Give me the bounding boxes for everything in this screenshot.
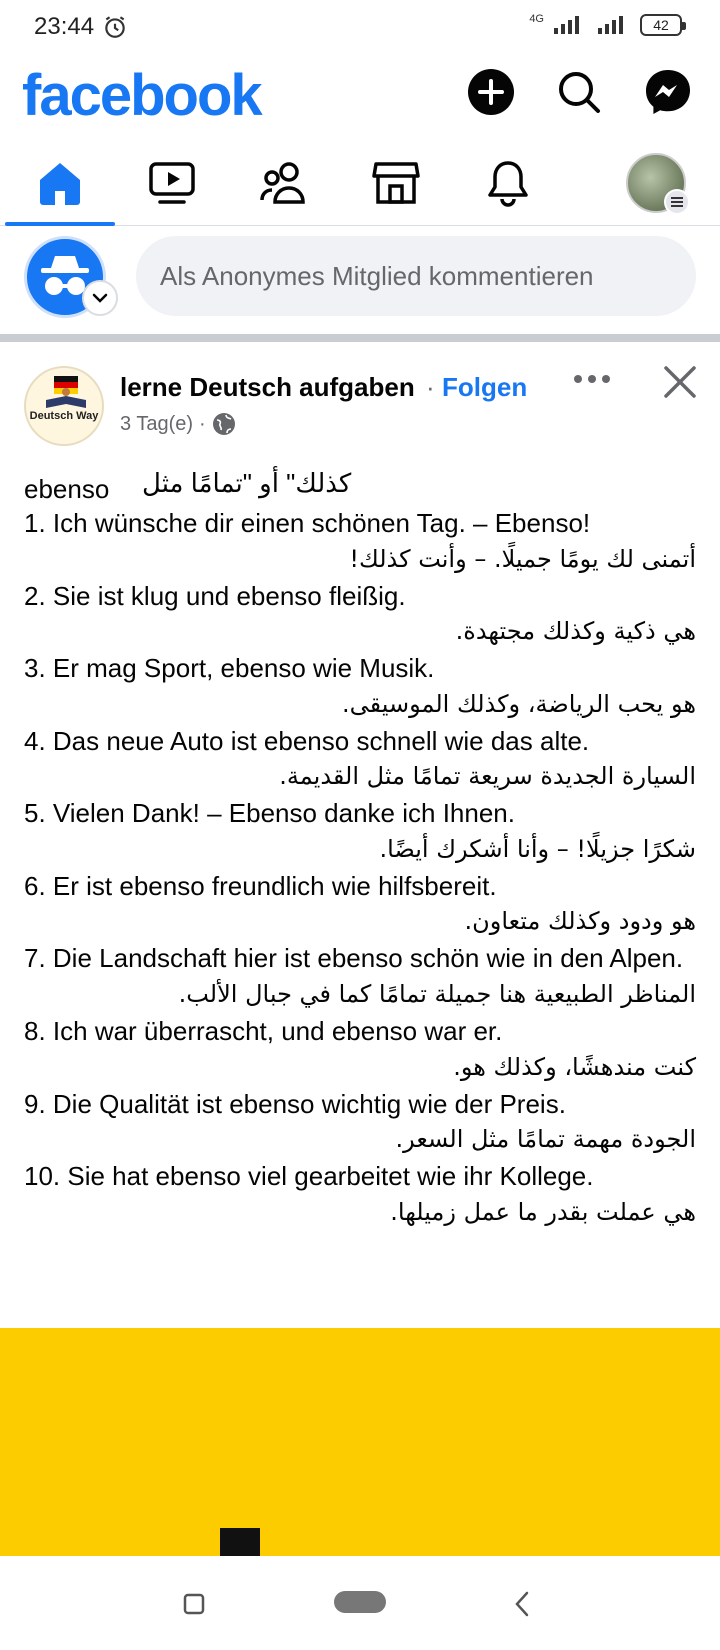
example-german: 5. Vielen Dank! – Ebenso danke ich Ihnen. — [24, 798, 515, 829]
tab-friends[interactable] — [229, 140, 339, 226]
example-german: 1. Ich wünsche dir einen schönen Tag. – Ebenso! — [24, 508, 591, 538]
comment-composer — [0, 228, 720, 332]
meta-separator: · — [199, 412, 206, 435]
recents-icon[interactable] — [182, 1592, 206, 1616]
signal-icon — [596, 14, 632, 36]
example-arabic: أتمنى لك يومًا جميلًا. – وأنت كذلك! — [349, 544, 696, 573]
tab-notifications[interactable] — [453, 140, 563, 226]
example-arabic: هو يحب الرياضة، وكذلك الموسيقى. — [341, 689, 696, 718]
example-german: 10. Sie hat ebenso viel gearbeitet wie ihr Kollege. — [24, 1161, 594, 1192]
notifications-icon — [485, 159, 531, 207]
example-arabic: هي ذكية وكذلك مجتهدة. — [455, 617, 696, 646]
tab-video[interactable] — [117, 140, 227, 226]
example-arabic: الجودة مهمة تمامًا مثل السعر. — [395, 1125, 696, 1154]
close-icon[interactable] — [660, 362, 700, 402]
intro-german: ebenso — [24, 474, 110, 504]
post-meta — [120, 412, 236, 436]
identity-switch-button[interactable] — [82, 280, 118, 316]
globe-icon — [212, 412, 236, 436]
example-german: 4. Das neue Auto ist ebenso schnell wie das alte. — [24, 725, 590, 756]
example-list — [24, 506, 696, 1230]
comment-input[interactable]: Als Anonymes Mitglied kommentieren — [136, 236, 696, 316]
home-pill-icon[interactable] — [334, 1590, 386, 1614]
example-arabic: المناظر الطبيعية هنا جميلة تمامًا كما في جبال الألب. — [178, 980, 696, 1009]
post-intro — [24, 466, 696, 506]
example-german: 7. Die Landschaft hier ist ebenso schön wie in den Alpen. — [24, 943, 684, 974]
system-nav-bar — [0, 1556, 720, 1650]
signal-icon — [552, 14, 588, 36]
main-nav-tabs — [0, 140, 720, 226]
example-arabic: هو ودود وكذلك متعاون. — [464, 907, 696, 936]
tab-marketplace[interactable] — [341, 140, 451, 226]
menu-icon — [664, 189, 690, 215]
book-logo-icon — [26, 370, 104, 414]
post-body — [24, 466, 696, 1232]
facebook-logo[interactable]: facebook — [22, 63, 261, 128]
post-header — [0, 350, 720, 450]
example-arabic: هي عملت بقدر ما عمل زميلها. — [390, 1197, 696, 1226]
follow-button[interactable]: Folgen — [442, 372, 528, 402]
alarm-icon — [102, 14, 128, 40]
example-arabic: شكرًا جزيلًا! – وأنا أشكرك أيضًا. — [379, 834, 696, 863]
create-plus-icon[interactable] — [467, 68, 515, 116]
example-german: 3. Er mag Sport, ebenso wie Musik. — [24, 653, 435, 684]
tab-home[interactable] — [5, 140, 115, 226]
example-german: 8. Ich war überrascht, und ebenso war er. — [24, 1016, 503, 1047]
friends-icon — [259, 160, 309, 206]
section-divider — [0, 334, 720, 342]
chevron-down-icon — [92, 293, 108, 303]
marketplace-icon — [372, 160, 420, 206]
image-glyph — [220, 1528, 260, 1556]
example-german: 2. Sie ist klug und ebenso fleißig. — [24, 580, 406, 611]
video-icon — [148, 160, 196, 206]
app-header — [0, 58, 720, 138]
page-avatar-text: Deutsch Way — [29, 410, 99, 422]
post-image[interactable] — [0, 1328, 720, 1556]
more-options-icon[interactable] — [570, 364, 614, 394]
search-icon[interactable] — [555, 68, 603, 116]
home-icon — [36, 160, 84, 206]
status-indicators — [529, 14, 682, 36]
post-timestamp[interactable]: 3 Tag(e) — [120, 412, 194, 435]
profile-avatar — [626, 153, 686, 213]
post-author[interactable]: lerne Deutsch aufgaben — [120, 372, 415, 402]
author-separator: · — [426, 372, 435, 402]
example-german: 9. Die Qualität ist ebenso wichtig wie der Preis. — [24, 1088, 566, 1119]
status-bar — [0, 0, 720, 56]
back-icon[interactable] — [512, 1590, 532, 1618]
example-arabic: السيارة الجديدة سريعة تمامًا مثل القديمة. — [279, 762, 696, 791]
intro-arabic: كذلك" أو "تمامًا مثل — [142, 468, 352, 498]
example-german: 6. Er ist ebenso freundlich wie hilfsbereit. — [24, 870, 497, 901]
page-avatar[interactable] — [24, 366, 104, 446]
status-time: 23:44 — [34, 13, 95, 40]
messenger-icon[interactable] — [644, 68, 692, 116]
network-label: 4G — [529, 13, 544, 25]
example-arabic: كنت مندهشًا، وكذلك هو. — [453, 1052, 696, 1081]
battery-icon: 42 — [640, 14, 682, 36]
tab-profile-menu[interactable] — [601, 140, 711, 226]
